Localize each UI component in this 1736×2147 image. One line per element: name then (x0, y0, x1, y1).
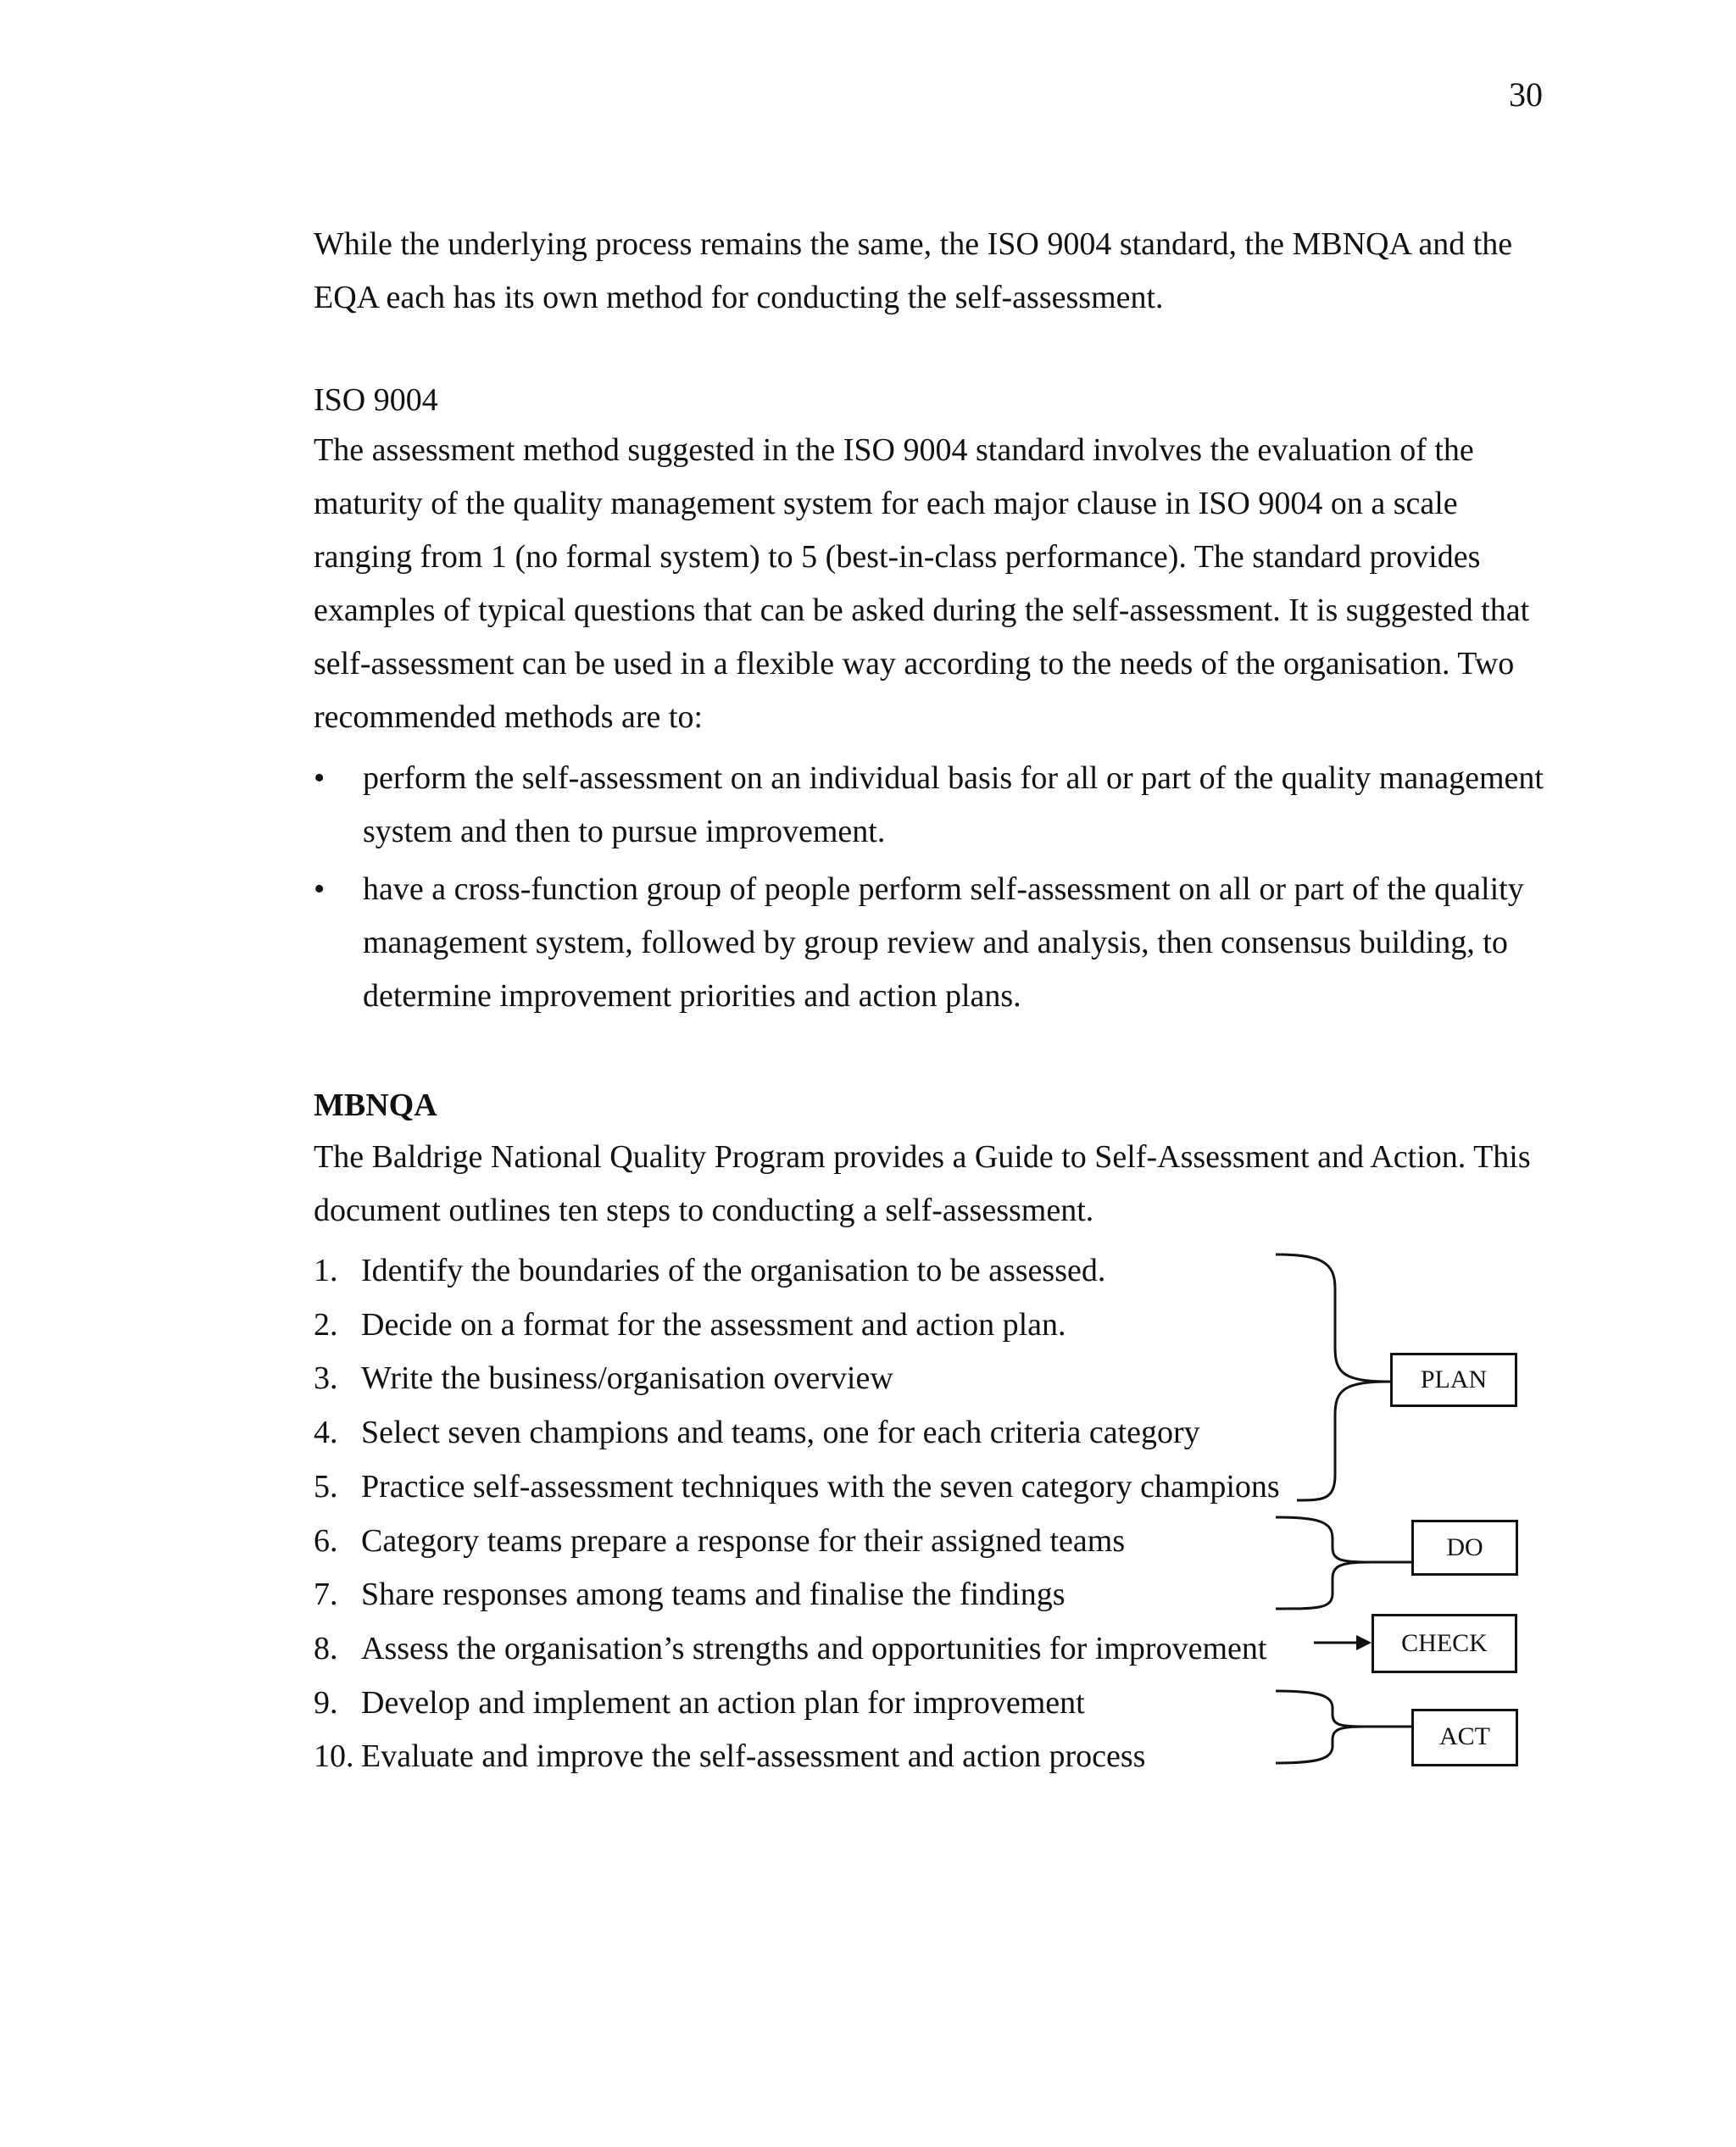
list-item (314, 1244, 1280, 1299)
step-text: Identify the boundaries of the organisation to be assessed. (361, 1253, 1106, 1288)
step-number: 6. (314, 1522, 338, 1559)
phase-do-label: DO (1446, 1533, 1483, 1561)
page-number: 30 (1509, 75, 1543, 114)
list-item (314, 1730, 1280, 1784)
step-number: 5. (314, 1468, 338, 1505)
step-text: Category teams prepare a response for their assigned teams (361, 1522, 1126, 1559)
do-brace (1276, 1517, 1411, 1609)
list-item (314, 1515, 1280, 1569)
iso-bullet-list (314, 752, 1568, 1027)
iso-heading: ISO 9004 (314, 382, 438, 418)
step-text: Practice self-assessment techniques with the seven category champions (361, 1468, 1280, 1505)
list-item (314, 1568, 1280, 1622)
phase-do-box (1411, 1520, 1518, 1576)
iso-paragraph (314, 424, 1560, 744)
list-item (314, 1299, 1280, 1353)
step-text: Decide on a format for the assessment and action plan. (361, 1306, 1066, 1343)
phase-act-box (1411, 1709, 1518, 1766)
step-number: 9. (314, 1684, 338, 1721)
act-brace (1276, 1691, 1411, 1763)
step-text: Develop and implement an action plan for improvement (361, 1684, 1085, 1721)
phase-check-label: CHECK (1401, 1629, 1488, 1657)
list-item (314, 1677, 1280, 1731)
phase-act-label: ACT (1439, 1722, 1490, 1750)
bullet-icon: • (314, 871, 326, 907)
list-item (314, 752, 1568, 859)
step-text: Select seven champions and teams, one for each criteria category (361, 1415, 1200, 1451)
mbnqa-paragraph (314, 1131, 1560, 1238)
step-number: 10. (314, 1738, 354, 1775)
bullet-text: have a cross-function group of people perform self-assessment on all or part of the quality management system, followed by group review and analysis, then consensus building, to determine improvement priorities and action plans. (363, 871, 1524, 1014)
intro-paragraph (314, 218, 1560, 325)
step-text: Assess the organisation’s strengths and opportunities for improvement (361, 1630, 1267, 1666)
list-item (314, 1622, 1280, 1677)
step-number: 7. (314, 1577, 338, 1613)
step-number: 3. (314, 1360, 338, 1397)
check-arrow-head (1356, 1635, 1372, 1650)
phase-plan-box (1390, 1353, 1517, 1407)
iso-text: The assessment method suggested in the ISO 9004 standard involves the evaluation of the maturity of the quality management system for each major clause in ISO 9004 on a scale ranging from 1 (no formal system) to 5 (best-in-class performance). The standard provides examples of typical questions that can be asked during the self-assessment. It is suggested that self-assessment can be used in a flexible way according to the needs of the organisation. Two recommended methods are to: (314, 432, 1530, 735)
step-text: Share responses among teams and finalise the findings (361, 1577, 1066, 1613)
phase-plan-label: PLAN (1420, 1366, 1488, 1393)
bullet-icon: • (314, 760, 326, 796)
list-item (314, 1352, 1280, 1406)
mbnqa-heading: MBNQA (314, 1087, 437, 1123)
self-assessment-steps (314, 1244, 1280, 1784)
step-number: 8. (314, 1630, 338, 1666)
list-item (314, 1406, 1280, 1460)
step-number: 2. (314, 1306, 338, 1343)
step-text: Write the business/organisation overview (361, 1360, 893, 1397)
intro-text: While the underlying process remains the same, the ISO 9004 standard, the MBNQA and the EQA each has its own method for conducting the self-assessment. (314, 226, 1513, 315)
bullet-text: perform the self-assessment on an individual basis for all or part of the quality management system and then to pursue improvement. (363, 760, 1544, 849)
step-text: Evaluate and improve the self-assessment and action process (361, 1738, 1146, 1775)
phase-check-box (1372, 1614, 1517, 1673)
list-item (314, 863, 1568, 1023)
mbnqa-text: The Baldrige National Quality Program provides a Guide to Self-Assessment and Action. This document outlines ten steps to conducting a self-assessment. (314, 1139, 1531, 1228)
step-number: 1. (314, 1253, 338, 1288)
step-number: 4. (314, 1415, 338, 1451)
list-item (314, 1460, 1280, 1515)
